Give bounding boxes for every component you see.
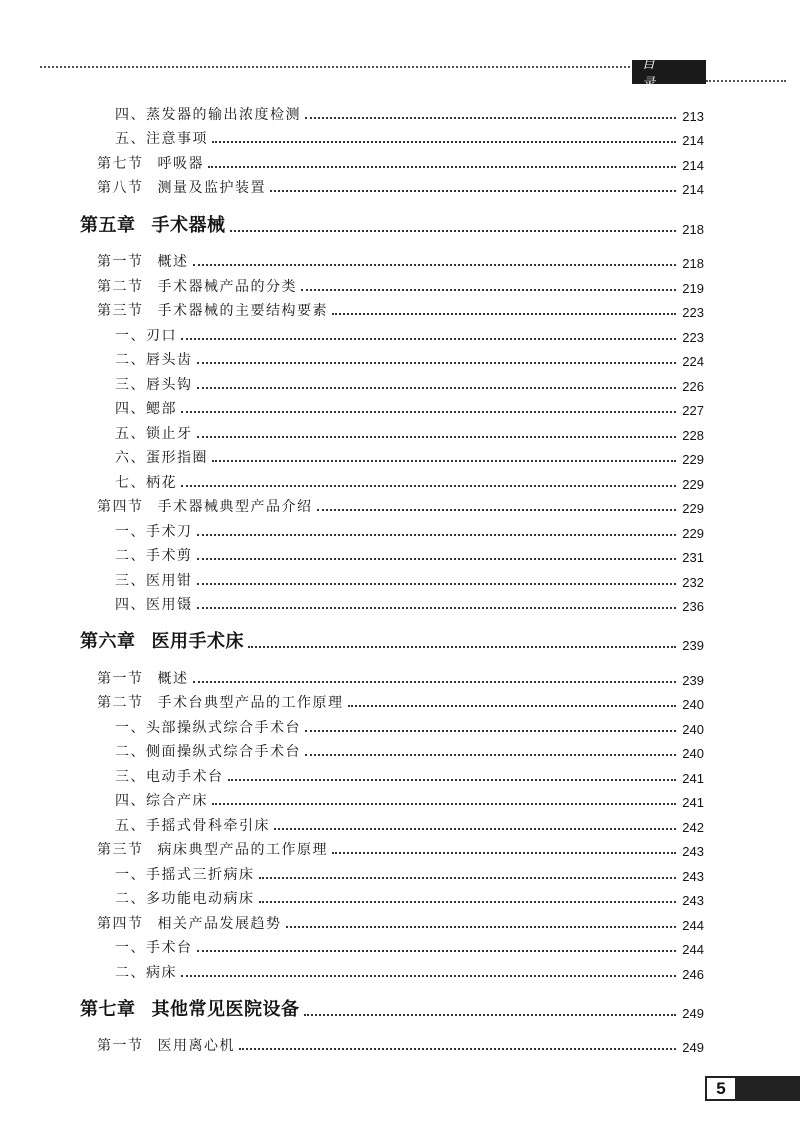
toc-entry-number: 第四节 [97, 499, 144, 515]
toc-entry-title [97, 692, 344, 712]
toc-entry-title: 五、注意事项 [115, 131, 208, 147]
toc-entry-title [97, 300, 328, 320]
toc-page-number: 229 [682, 526, 704, 541]
leader-dots [228, 779, 677, 781]
toc-entry-title: 三、医用钳 [115, 573, 193, 589]
toc-entry-title [97, 668, 189, 688]
toc-entry-number: 第六章 [80, 631, 136, 652]
toc-entry-title [97, 1035, 235, 1055]
leader-dots [212, 460, 676, 462]
toc-entry-number: 第一节 [97, 1038, 144, 1054]
toc-entry[interactable] [115, 541, 704, 565]
toc-entry[interactable] [115, 345, 704, 369]
toc-entry-title: 七、柄花 [115, 475, 177, 491]
toc-page-number: 224 [682, 354, 704, 369]
leader-dots [301, 289, 676, 291]
toc-page-number: 223 [682, 305, 704, 320]
toc-entry-number: 第二节 [97, 279, 144, 295]
toc-page-number: 229 [682, 501, 704, 516]
toc-entry-title: 二、侧面操纵式综合手术台 [115, 744, 301, 760]
leader-dots [332, 852, 676, 854]
toc-entry-title: 四、蒸发器的输出浓度检测 [115, 107, 301, 123]
toc-entry[interactable] [115, 737, 704, 761]
toc-entry-text: 相关产品发展趋势 [157, 916, 282, 932]
leader-dots [270, 190, 676, 192]
toc-entry-title: 五、手摇式骨科牵引床 [115, 818, 270, 834]
toc-page-number: 249 [682, 1006, 704, 1021]
toc-page-number: 236 [682, 599, 704, 614]
toc-chapter[interactable] [80, 207, 704, 237]
toc-entry-text: 病床典型产品的工作原理 [157, 842, 328, 858]
leader-dots [193, 264, 677, 266]
toc-entry[interactable] [115, 762, 704, 786]
toc-page-number: 231 [682, 550, 704, 565]
leader-dots [332, 313, 676, 315]
toc-entry[interactable] [97, 664, 704, 688]
toc-entry-title [97, 839, 328, 859]
toc-page-number: 227 [682, 403, 704, 418]
toc-entry-text: 测量及监护装置 [157, 180, 266, 196]
toc-entry[interactable] [115, 100, 704, 124]
toc-entry-number: 第四节 [97, 916, 144, 932]
toc-entry-text: 呼吸器 [157, 156, 204, 172]
toc-page-number: 244 [682, 942, 704, 957]
toc-entry-text: 手术器械的主要结构要素 [157, 303, 328, 319]
toc-page-number: 228 [682, 428, 704, 443]
toc-entry[interactable] [115, 394, 704, 418]
toc-page-number: 218 [682, 256, 704, 271]
toc-entry[interactable] [115, 124, 704, 148]
leader-dots [197, 436, 677, 438]
leader-dots [248, 646, 676, 648]
toc-entry[interactable] [115, 884, 704, 908]
toc-page-number: 214 [682, 133, 704, 148]
leader-dots [197, 534, 677, 536]
toc-entry-number: 第七章 [80, 999, 136, 1020]
leader-dots [230, 230, 677, 232]
toc-entry[interactable] [97, 296, 704, 320]
toc-entry-text: 医用离心机 [157, 1038, 235, 1054]
toc-entry[interactable] [97, 173, 704, 197]
toc-entry[interactable] [115, 443, 704, 467]
header-label: 目 录 [632, 60, 706, 84]
toc-entry-text: 手术台典型产品的工作原理 [157, 695, 344, 711]
leader-dots [181, 411, 676, 413]
toc-page-number: 240 [682, 746, 704, 761]
toc-entry[interactable] [115, 566, 704, 590]
leader-dots [181, 975, 676, 977]
toc-entry[interactable] [115, 958, 704, 982]
toc-entry-title: 五、锁止牙 [115, 426, 193, 442]
page-number: 5 [707, 1078, 735, 1099]
toc-entry-title [80, 211, 226, 237]
toc-entry[interactable] [115, 468, 704, 492]
leader-dots [259, 901, 677, 903]
toc-entry-title: 一、手术台 [115, 940, 193, 956]
toc-page-number: 249 [682, 1040, 704, 1055]
toc-page-number: 241 [682, 771, 704, 786]
toc-entry-title: 二、多功能电动病床 [115, 891, 255, 907]
toc-page-number: 244 [682, 918, 704, 933]
toc-page-number: 239 [682, 638, 704, 653]
toc-page-number: 214 [682, 158, 704, 173]
toc-page-number: 243 [682, 844, 704, 859]
leader-dots [305, 754, 676, 756]
toc-entry[interactable] [115, 786, 704, 810]
toc-entry[interactable] [97, 492, 704, 516]
toc-entry-title [97, 153, 204, 173]
toc-page-number: 213 [682, 109, 704, 124]
leader-dots [181, 485, 676, 487]
toc-page-number: 229 [682, 452, 704, 467]
leader-dots [193, 681, 677, 683]
toc-entry[interactable] [115, 517, 704, 541]
leader-dots [317, 509, 677, 511]
toc-entry[interactable] [97, 835, 704, 859]
toc-page-number: 240 [682, 697, 704, 712]
leader-dots [305, 730, 676, 732]
toc-entry-title: 二、唇头齿 [115, 352, 193, 368]
toc-entry[interactable] [115, 370, 704, 394]
toc-entry-text: 手术器械 [151, 215, 226, 236]
toc-page-number: 241 [682, 795, 704, 810]
toc-entry-title [80, 995, 300, 1021]
toc-entry-title: 三、电动手术台 [115, 769, 224, 785]
leader-dots [212, 141, 676, 143]
leader-dots [305, 117, 676, 119]
page-number-box [705, 1076, 800, 1101]
toc-entry-title [80, 627, 244, 653]
toc-entry[interactable] [115, 933, 704, 957]
toc-entry-title: 一、手术刀 [115, 524, 193, 540]
toc-page-number: 243 [682, 893, 704, 908]
toc-entry-title [97, 913, 282, 933]
toc-entry-title: 三、唇头钩 [115, 377, 193, 393]
toc-entry-text: 其他常见医院设备 [151, 999, 300, 1020]
toc-page-number: 242 [682, 820, 704, 835]
toc-entry-text: 概述 [157, 254, 189, 270]
leader-dots [197, 362, 677, 364]
toc-entry-title: 一、头部操纵式综合手术台 [115, 720, 301, 736]
toc-entry-title: 一、手摇式三折病床 [115, 867, 255, 883]
toc-entry-title: 二、病床 [115, 965, 177, 981]
toc-page-number: 226 [682, 379, 704, 394]
toc-entry-title [97, 251, 189, 271]
toc-page-number: 239 [682, 673, 704, 688]
toc-entry-title: 一、刃口 [115, 328, 177, 344]
toc-chapter[interactable] [80, 991, 704, 1021]
leader-dots [197, 950, 677, 952]
toc-entry-number: 第三节 [97, 303, 144, 319]
toc-chapter[interactable] [80, 623, 704, 653]
toc-page-number: 218 [682, 222, 704, 237]
toc-entry-title [97, 276, 297, 296]
toc-entry[interactable] [115, 321, 704, 345]
toc-entry-number: 第三节 [97, 842, 144, 858]
leader-dots [286, 926, 677, 928]
toc-entry-title: 四、医用镊 [115, 597, 193, 613]
leader-dots [259, 877, 677, 879]
toc-entry[interactable] [97, 909, 704, 933]
toc-entry-text: 医用手术床 [151, 631, 244, 652]
toc-entry-number: 第一节 [97, 254, 144, 270]
toc-entry[interactable] [115, 419, 704, 443]
leader-dots [239, 1048, 676, 1050]
toc-page-number: 229 [682, 477, 704, 492]
toc-page-number: 243 [682, 869, 704, 884]
toc-page-number: 219 [682, 281, 704, 296]
leader-dots [197, 607, 677, 609]
toc-entry-text: 手术器械产品的分类 [157, 279, 297, 295]
toc-entry[interactable] [97, 688, 704, 712]
toc-entry[interactable] [97, 247, 704, 271]
leader-dots [181, 338, 676, 340]
leader-dots [274, 828, 676, 830]
toc-entry-number: 第八节 [97, 180, 144, 196]
toc-entry[interactable] [97, 149, 704, 173]
toc-entry-number: 第七节 [97, 156, 144, 172]
toc-page-number: 214 [682, 182, 704, 197]
toc-entry-title: 二、手术剪 [115, 548, 193, 564]
toc-entry[interactable] [115, 811, 704, 835]
toc-entry-number: 第一节 [97, 671, 144, 687]
toc-entry[interactable] [97, 1031, 704, 1055]
toc-entry-text: 手术器械典型产品介绍 [157, 499, 313, 515]
toc-entry[interactable] [115, 590, 704, 614]
toc-entry[interactable] [115, 713, 704, 737]
toc-entry-number: 第五章 [80, 215, 136, 236]
toc-entry-title: 六、蛋形指圈 [115, 450, 208, 466]
toc-entry[interactable] [97, 272, 704, 296]
toc-page-number: 240 [682, 722, 704, 737]
toc-entry-title [97, 177, 266, 197]
toc-page-number: 246 [682, 967, 704, 982]
leader-dots [197, 387, 677, 389]
toc-entry-title [97, 496, 313, 516]
toc-entry-number: 第二节 [97, 695, 144, 711]
toc-entry-text: 概述 [157, 671, 189, 687]
toc-page-number: 223 [682, 330, 704, 345]
leader-dots [304, 1014, 677, 1016]
toc-entry-title: 四、鳃部 [115, 401, 177, 417]
leader-dots [197, 583, 677, 585]
leader-dots [212, 803, 676, 805]
leader-dots [208, 166, 676, 168]
toc-page-number: 232 [682, 575, 704, 590]
leader-dots [348, 705, 677, 707]
toc-entry[interactable] [115, 860, 704, 884]
leader-dots [197, 558, 677, 560]
toc-entry-title: 四、综合产床 [115, 793, 208, 809]
